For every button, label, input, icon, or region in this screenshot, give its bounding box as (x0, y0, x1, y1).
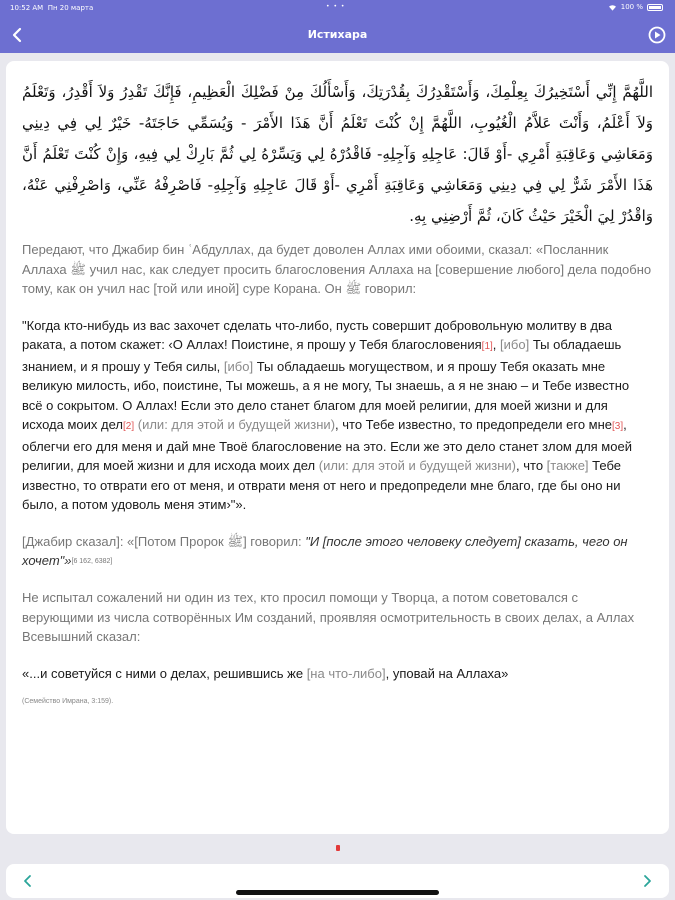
status-time: 10:52 AM Пн 20 марта (10, 4, 94, 12)
hadith-paragraph: "Когда кто-нибудь из вас захочет сделать что-либо, пусть совершит добровольную молитву в два раката, а потом скажет: ‹О Аллах! Поистине, я прошу у Тебя благословения[1], [ибо] Ты обладаешь знанием, и я прошу у Тебя силы, [ибо] Ты обладаешь могуществом, и я прошу Тебя оказать мне великую милость, ибо, поистине, Ты можешь, а я не могу, Ты знаешь, а я не знаю – и Тебе известно всё о сокрытом. О Аллах! Если это дело станет благом для моей религии, для моей жизни и для исхода моих дел[2] (или: для этой и будущей жизни), что Тебе известно, то предопредели его мне[3], облегчи его для меня и дай мне Твоё благословение на это. Если же это дело станет злом для моей религии, для моей жизни и для исхода моих дел (или: для этой и будущей жизни), что [также] Тебе известно, то отврати его от меня, и отврати меня от него и предопредели мне благо, где бы оно ни было, а потом удоволь меня этим›"». (22, 317, 632, 512)
footnote-ref-1[interactable]: [1] (481, 341, 493, 352)
status-bar (0, 0, 675, 17)
home-indicator[interactable] (236, 890, 439, 895)
jabir-paragraph: [Джабир сказал]: «[Потом Пророк ﷺ] говорил: "И [после этого человеку следует] сказать, чего он хочет"»[6 162, 6382] (22, 533, 628, 568)
hadith-source: [6 162, 6382] (71, 557, 113, 565)
status-right (608, 3, 663, 11)
top-bar (0, 0, 675, 53)
battery-percent: 100 % (620, 3, 643, 11)
verse-paragraph: «...и советуйся с ними о делах, решившись же [на что-либо], уповай на Аллаха» (22, 665, 509, 681)
chevron-right-icon[interactable] (637, 871, 657, 891)
battery-icon (647, 4, 663, 11)
verse-source: (Семейство Имрана, 3:159). (22, 698, 114, 706)
page-title: Истихара (307, 28, 368, 41)
page-indicator (336, 845, 340, 851)
arabic-dua: اللَّهُمَّ إِنِّي أَسْتَخِيرُكَ بِعِلْمِكَ، وَأَسْتَقْدِرُكَ بِقُدْرَتِكَ، وَأَسْأَلُكَ مِنْ فَضْلِكَ الْعَظِيمِ، فَإِنَّكَ تَقْدِرُ وَلاَ أَقْدِرُ، وَتَعْلَمُ وَلاَ أَعْلَمُ، وَأَنْتَ عَلاَّمُ الْغُيُوبِ، اللَّهُمَّ إِنْ كُنْتَ تَعْلَمُ أَنَّ هَذَا الأَمْرَ - وَيُسَمِّي حَاجَتَهُ- خَيْرٌ لِي فِي دِينِي وَمَعَاشِي وَعَاقِبَةِ أَمْرِي -أَوْ قَالَ: عَاجِلِهِ وَآجِلِهِ- فَاقْدُرْهُ لِي وَيَسِّرْهُ لِي ثُمَّ بَارِكْ لِي فِيهِ، وَإِنْ كُنْتَ تَعْلَمُ أَنَّ هَذَا الأَمْرَ شَرٌّ لِي فِي دِينِي وَمَعَاشِي وَعَاقِبَةِ أَمْرِي -أَوْ قَالَ عَاجِلِهِ وَآجِلِهِ- فَاصْرِفْهُ عَنِّي، وَاصْرِفْنِي عَنْهُ، وَاقْدُرْ لِيَ الْخَيْرَ حَيْثُ كَانَ، ثُمَّ أَرْضِنِي بِهِ. (22, 83, 653, 225)
chevron-left-icon[interactable] (18, 871, 38, 891)
intro-paragraph: Передают, что Джабир бин ʿАбдуллах, да будет доволен Аллах ими обоими, сказал: «Посланник Аллаха ﷺ учил нас, как следует просить благословения Аллаха на [совершение любого] дела подобно тому, как он учил нас [той или иной] суре Корана. Он ﷺ говорил: (22, 242, 652, 296)
play-circle-icon[interactable] (647, 25, 667, 45)
nav-bar (0, 20, 675, 50)
wifi-icon (608, 4, 617, 11)
multitask-dots[interactable]: • • • (326, 3, 346, 10)
content-card (6, 61, 669, 834)
footnote-ref-3[interactable]: [3] (612, 421, 624, 432)
footnote-ref-2[interactable]: [2] (123, 421, 135, 432)
closing-paragraph: Не испытал сожалений ни один из тех, кто просил помощи у Творца, а потом советовался с верующими из числа сотворённых Им созданий, проявляя осмотрительность в своих делах, а Аллах Всевышний сказал: (22, 590, 635, 645)
